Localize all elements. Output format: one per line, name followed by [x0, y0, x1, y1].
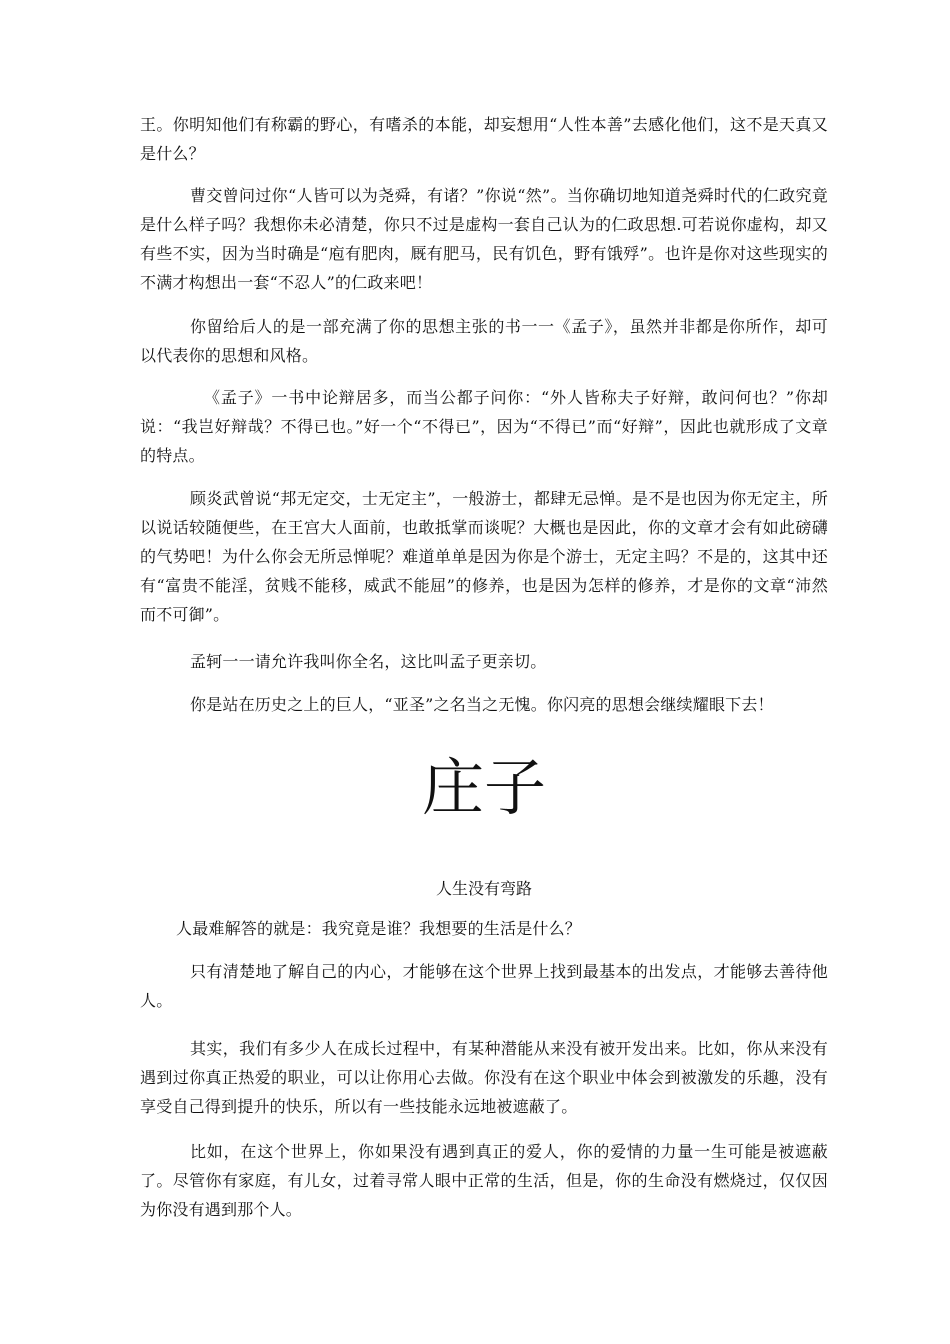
mencius-paragraph-1: 王。你明知他们有称霸的野心，有嗜杀的本能，却妄想用“人性本善”去感化他们，这不是天真又是什么？ [140, 115, 828, 163]
mencius-paragraph-4: 《孟子》一书中论辩居多，而当公都子问你：“外人皆称夫子好辩，敢问何也？”你却说：“我岂好辩哉？不得已也。”好一个“不得已”，因为“不得已”而“好辩”，因此也就形成了文章的特点。 [140, 388, 828, 465]
section-title-zhuangzi: 庄子 [421, 751, 546, 824]
mencius-paragraph-7: 你是站在历史之上的巨人，“亚圣”之名当之无愧。你闪亮的思想会继续耀眼下去！ [190, 695, 774, 714]
mencius-paragraph-3: 你留给后人的是一部充满了你的思想主张的书一一《孟子》，虽然并非都是你所作，却可以代表你的思想和风格。 [140, 317, 828, 365]
zhuangzi-paragraph-3: 其实，我们有多少人在成长过程中，有某种潜能从来没有被开发出来。比如，你从来没有遇到过你真正热爱的职业，可以让你用心去做。你没有在这个职业中体会到被激发的乐趣，没有享受自己得到提升的快乐，所以有一些技能永远地被遮蔽了。 [140, 1039, 828, 1116]
zhuangzi-paragraph-1: 人最难解答的就是：我究竟是谁？我想要的生活是什么？ [176, 919, 582, 938]
mencius-paragraph-6: 孟轲一一请允许我叫你全名，这比叫孟子更亲切。 [190, 652, 547, 671]
zhuangzi-paragraph-2: 只有清楚地了解自己的内心，才能够在这个世界上找到最基本的出发点，才能够去善待他人。 [140, 962, 828, 1010]
mencius-paragraph-5: 顾炎武曾说“邦无定交，士无定主”，一般游士，都肆无忌惮。是不是也因为你无定主，所以说话较随便些，在王宫大人面前，也敢抵掌而谈呢？大概也是因此，你的文章才会有如此磅礴的气势吧！为什么你会无所忌惮呢？难道单单是因为你是个游士，无定主吗？不是的，这其中还有“富贵不能淫，贫贱不能移，威武不能屈”的修养，也是因为怎样的修养，才是你的文章“沛然而不可御”。 [140, 489, 828, 624]
mencius-paragraph-2: 曹交曾问过你“人皆可以为尧舜，有诸？”你说“然”。当你确切地知道尧舜时代的仁政究竟是什么样子吗？我想你未必清楚，你只不过是虚构一套自己认为的仁政思想.可若说你虚构，却又有些不实，因为当时确是“庖有肥肉，厩有肥马，民有饥色，野有饿殍”。也许是你对这些现实的不满才构想出一套“不忍人”的仁政来吧！ [140, 186, 828, 292]
section-subtitle: 人生没有弯路 [435, 879, 532, 898]
zhuangzi-paragraph-4: 比如，在这个世界上，你如果没有遇到真正的爱人，你的爱情的力量一生可能是被遮蔽了。尽管你有家庭，有儿女，过着寻常人眼中正常的生活，但是，你的生命没有燃烧过，仅仅因为你没有遇到那个人。 [140, 1142, 828, 1219]
